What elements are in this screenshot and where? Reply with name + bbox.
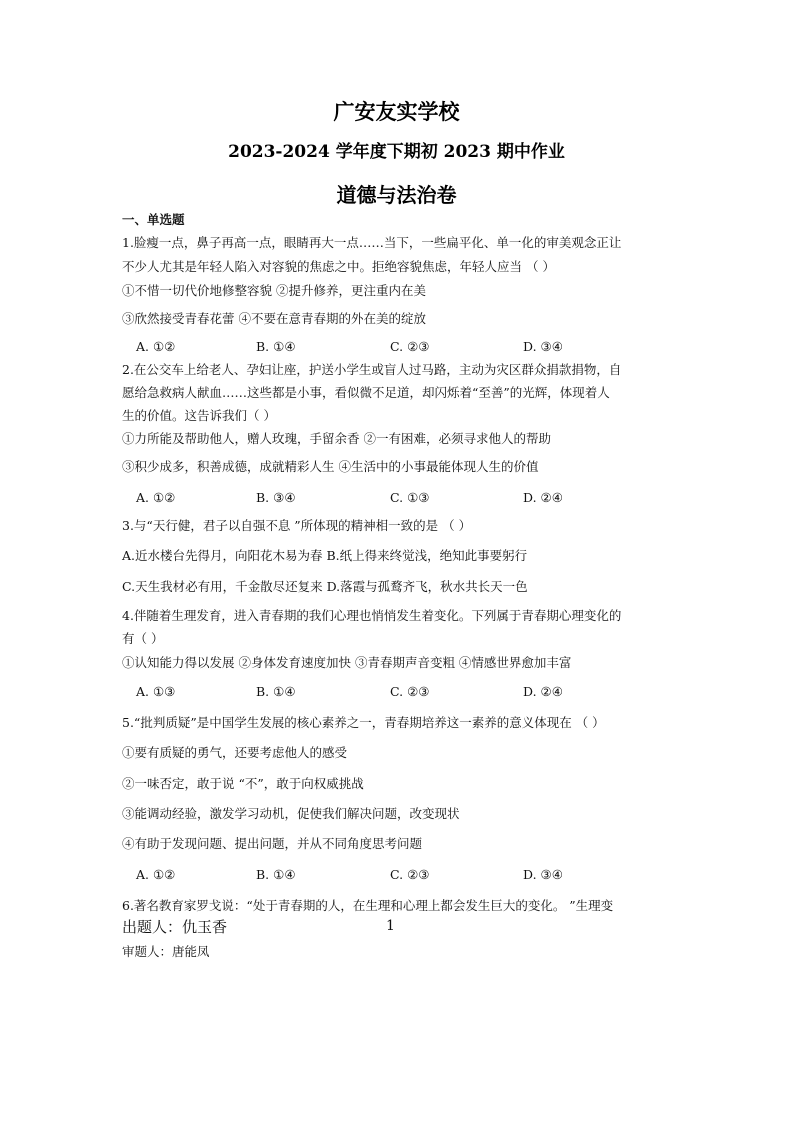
q5-item3: ③能调动经验，激发学习动机，促使我们解决问题，改变现状 bbox=[122, 806, 460, 821]
school-title: 广安友实学校 bbox=[333, 99, 460, 124]
q2-option-d: D. ②④ bbox=[523, 490, 563, 505]
footer-author: 出题人：仇玉香 bbox=[122, 918, 228, 936]
q1-option-b: B. ①④ bbox=[256, 339, 296, 354]
q3-stem-line1: 3.与“天行健，君子以自强不息 ”所体现的精神相一致的是 （ ） bbox=[122, 518, 472, 533]
section-title: 一、单选题 bbox=[122, 212, 185, 227]
q2-stem-line2: 愿给急救病人献血……这些都是小事，看似微不足道，却闪烁着“至善”的光辉，体现着人 bbox=[122, 385, 610, 400]
q2-option-b: B. ③④ bbox=[256, 490, 296, 505]
q5-option-b: B. ①④ bbox=[256, 867, 296, 882]
q5-item1: ①要有质疑的勇气，还要考虑他人的感受 bbox=[122, 745, 348, 760]
q2-items-line1: ①力所能及帮助他人，赠人玫瑰，手留余香 ②一有困难，必须寻求他人的帮助 bbox=[122, 431, 551, 446]
q2-items-line2: ③积少成多，积善成德，成就精彩人生 ④生活中的小事最能体现人生的价值 bbox=[122, 459, 539, 474]
q4-items-line1: ①认知能力得以发展 ②身体发育速度加快 ③青春期声音变粗 ④情感世界愈加丰富 bbox=[122, 655, 572, 670]
footer-reviewer: 审题人：唐能凤 bbox=[122, 944, 210, 959]
q2-option-c: C. ①③ bbox=[390, 490, 430, 505]
q4-option-b: B. ①④ bbox=[256, 684, 296, 699]
q1-option-c: C. ②③ bbox=[390, 339, 430, 354]
q5-option-a: A. ①② bbox=[136, 867, 176, 882]
q1-items-line2: ③欣然接受青春花蕾 ④不要在意青春期的外在美的绽放 bbox=[122, 311, 426, 326]
exam-term-title: 2023-2024 学年度下期初 2023 期中作业 bbox=[228, 142, 565, 162]
q4-option-a: A. ①③ bbox=[136, 684, 176, 699]
q2-stem-line1: 2.在公交车上给老人、孕妇让座，护送小学生或盲人过马路，主动为灾区群众捐款捐物，自 bbox=[122, 362, 622, 377]
q3-options-line1: A.近水楼台先得月，向阳花木易为春 B.纸上得来终觉浅，绝知此事要躬行 bbox=[122, 548, 528, 563]
q5-option-d: D. ③④ bbox=[523, 867, 563, 882]
q1-option-d: D. ③④ bbox=[523, 339, 563, 354]
q2-stem-line3: 生的价值。这告诉我们（ ） bbox=[122, 408, 276, 423]
q4-option-d: D. ②④ bbox=[523, 684, 563, 699]
page-number: 1 bbox=[386, 918, 395, 934]
q1-stem-line2: 不少人尤其是年轻人陷入对容貌的焦虑之中。拒绝容貌焦虑，年轻人应当 （ ） bbox=[122, 259, 555, 274]
q4-stem-line1: 4.伴随着生理发育，进入青春期的我们心理也悄悄发生着变化。下列属于青春期心理变化的 bbox=[122, 608, 622, 623]
q5-item4: ④有助于发现问题、提出问题，并从不同角度思考问题 bbox=[122, 836, 423, 851]
q5-item2: ②一味否定，敢于说 “不”，敢于向权威挑战 bbox=[122, 776, 364, 791]
q5-stem-line1: 5.“批判质疑”是中国学生发展的核心素养之一，青春期培养这一素养的意义体现在 （ ） bbox=[122, 715, 605, 730]
q5-option-c: C. ②③ bbox=[390, 867, 430, 882]
q6-stem-line1: 6.著名教育家罗戈说：“处于青春期的人，在生理和心理上都会发生巨大的变化。 ”生理变 bbox=[122, 898, 614, 913]
q1-option-a: A. ①② bbox=[136, 339, 176, 354]
subject-title: 道德与法治卷 bbox=[336, 183, 457, 207]
q4-option-c: C. ②③ bbox=[390, 684, 430, 699]
q1-items-line1: ①不惜一切代价地修整容貌 ②提升修养，更注重内在美 bbox=[122, 283, 426, 298]
q3-options-line2: C.天生我材必有用，千金散尽还复来 D.落霞与孤鹜齐飞，秋水共长天一色 bbox=[122, 579, 528, 594]
q1-stem-line1: 1.脸瘦一点，鼻子再高一点，眼睛再大一点……当下，一些扁平化、单一化的审美观念正让 bbox=[122, 235, 622, 250]
q4-stem-line2: 有（ ） bbox=[122, 631, 164, 646]
q2-option-a: A. ①② bbox=[136, 490, 176, 505]
